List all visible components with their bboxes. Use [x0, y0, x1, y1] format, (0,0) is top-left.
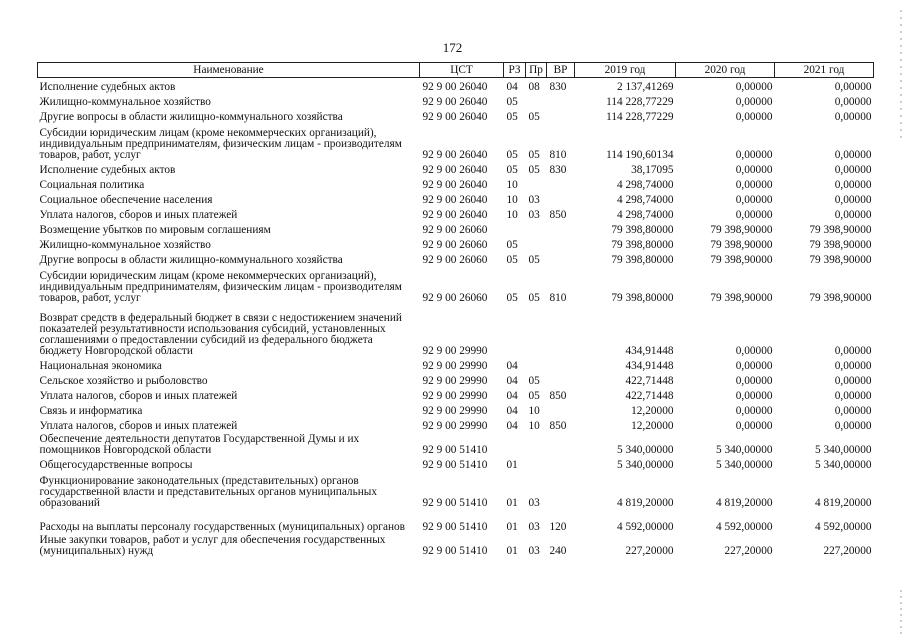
cell-rz: 04 [506, 81, 518, 93]
col-header-2020: 2020 год [676, 63, 775, 78]
cell-y2021: 79 398,90000 [809, 239, 872, 251]
cell-y2020: 0,00000 [735, 420, 773, 432]
cell-y2020: 0,00000 [735, 111, 773, 123]
cell-y2019: 79 398,80000 [611, 292, 674, 304]
cell-y2019: 4 298,74000 [617, 194, 674, 206]
cell-y2019: 38,17095 [631, 164, 674, 176]
cell-rz: 05 [506, 292, 518, 304]
cell-vr: 830 [549, 164, 567, 176]
cell-y2019: 422,71448 [625, 390, 674, 402]
cell-y2020: 0,00000 [735, 209, 773, 221]
cell-y2021: 0,00000 [834, 194, 872, 206]
cell-y2021: 0,00000 [834, 345, 872, 357]
cell-rz [504, 304, 526, 357]
cell-cst: 92 9 00 26060 [422, 254, 488, 266]
cell-y2020: 4 819,20000 [716, 497, 773, 509]
cell-y2020: 79 398,90000 [710, 254, 773, 266]
cell-y2019: 227,20000 [625, 545, 674, 557]
cell-pr: 05 [528, 254, 540, 266]
cell-y2019: 434,91448 [625, 345, 674, 357]
cell-cst: 92 9 00 51410 [422, 545, 488, 557]
cell-cst: 92 9 00 26040 [422, 164, 488, 176]
cell-name: Субсидии юридическим лицам (кроме некоммерческих организаций), индивидуальным предпринимателям, физическим лицам - производителям товаров, работ, услуг [39, 270, 402, 304]
cell-y2020: 0,00000 [735, 405, 773, 417]
cell-y2019: 5 340,00000 [617, 459, 674, 471]
cell-vr [547, 402, 575, 417]
cell-pr [526, 236, 547, 251]
table-row [38, 176, 874, 191]
cell-vr [547, 221, 575, 236]
cell-rz: 04 [506, 375, 518, 387]
cell-pr: 05 [528, 292, 540, 304]
cell-cst: 92 9 00 29990 [422, 375, 488, 387]
cell-rz: 01 [506, 521, 518, 533]
cell-vr: 850 [549, 209, 567, 221]
cell-rz: 05 [506, 111, 518, 123]
cell-cst: 92 9 00 26040 [422, 209, 488, 221]
cell-cst: 92 9 00 51410 [422, 459, 488, 471]
cell-cst: 92 9 00 51410 [422, 497, 488, 509]
cell-pr [526, 176, 547, 191]
cell-pr: 03 [528, 497, 540, 509]
cell-name: Уплата налогов, сборов и иных платежей [39, 420, 238, 432]
cell-y2019: 12,20000 [631, 405, 674, 417]
table-row [38, 251, 874, 266]
cell-pr [526, 432, 547, 456]
cell-pr: 10 [528, 405, 540, 417]
cell-y2020: 0,00000 [735, 149, 773, 161]
cell-y2021: 0,00000 [834, 111, 872, 123]
cell-vr: 810 [549, 292, 567, 304]
cell-name: Связь и информатика [39, 405, 143, 417]
cell-vr [547, 108, 575, 123]
cell-vr: 850 [549, 390, 567, 402]
cell-name: Субсидии юридическим лицам (кроме некоммерческих организаций), индивидуальным предпринимателям, физическим лицам - производителям товаров, работ, услуг [39, 127, 402, 161]
cell-rz: 10 [506, 194, 518, 206]
cell-vr: 850 [549, 420, 567, 432]
table-row [38, 456, 874, 471]
cell-y2019: 434,91448 [625, 360, 674, 372]
cell-y2020: 79 398,90000 [710, 239, 773, 251]
table-body [38, 78, 874, 558]
cell-vr: 810 [549, 149, 567, 161]
cell-rz: 05 [506, 254, 518, 266]
table-row [38, 509, 874, 533]
table-header-row [38, 63, 874, 78]
cell-rz: 04 [506, 360, 518, 372]
cell-name: Жилищно-коммунальное хозяйство [39, 239, 211, 251]
col-header-2021: 2021 год [775, 63, 874, 78]
table-row [38, 191, 874, 206]
cell-y2021: 5 340,00000 [815, 459, 872, 471]
cell-pr: 05 [528, 390, 540, 402]
cell-name: Национальная экономика [39, 360, 162, 372]
cell-pr [526, 304, 547, 357]
table-row [38, 471, 874, 509]
cell-vr: 120 [549, 521, 567, 533]
cell-cst: 92 9 00 26040 [422, 96, 488, 108]
cell-y2020: 0,00000 [735, 96, 773, 108]
cell-vr [547, 191, 575, 206]
cell-vr [547, 471, 575, 509]
cell-vr [547, 432, 575, 456]
cell-y2020: 5 340,00000 [716, 459, 773, 471]
cell-y2021: 0,00000 [834, 149, 872, 161]
cell-rz: 05 [506, 96, 518, 108]
cell-name: Общегосударственные вопросы [39, 459, 193, 471]
cell-pr: 03 [528, 209, 540, 221]
cell-cst: 92 9 00 26040 [422, 81, 488, 93]
cell-cst: 92 9 00 29990 [422, 360, 488, 372]
cell-pr: 05 [528, 164, 540, 176]
cell-cst: 92 9 00 26060 [422, 292, 488, 304]
cell-name: Возмещение убытков по мировым соглашениям [39, 224, 271, 236]
cell-cst: 92 9 00 26040 [422, 194, 488, 206]
cell-pr: 05 [528, 375, 540, 387]
cell-y2019: 114 228,77229 [606, 111, 674, 123]
cell-y2021: 0,00000 [834, 420, 872, 432]
cell-cst: 92 9 00 26060 [422, 239, 488, 251]
cell-y2021: 0,00000 [834, 360, 872, 372]
cell-name: Обеспечение деятельности депутатов Государственной Думы и их помощников Новгородской области [39, 433, 360, 456]
cell-cst: 92 9 00 26060 [422, 224, 488, 236]
cell-pr [526, 456, 547, 471]
cell-name: Сельское хозяйство и рыболовство [39, 375, 208, 387]
cell-name: Расходы на выплаты персоналу государственных (муниципальных) органов [39, 521, 405, 533]
cell-vr: 830 [549, 81, 567, 93]
cell-vr [547, 251, 575, 266]
cell-y2021: 0,00000 [834, 179, 872, 191]
cell-rz: 10 [506, 179, 518, 191]
cell-y2021: 79 398,90000 [809, 254, 872, 266]
cell-name: Иные закупки товаров, работ и услуг для обеспечения государственных (муниципальных) нужд [39, 534, 386, 557]
cell-y2019: 5 340,00000 [617, 444, 674, 456]
cell-pr: 05 [528, 111, 540, 123]
cell-cst: 92 9 00 29990 [422, 390, 488, 402]
table-row [38, 402, 874, 417]
cell-name: Социальная политика [39, 179, 145, 191]
cell-y2019: 12,20000 [631, 420, 674, 432]
cell-y2020: 0,00000 [735, 179, 773, 191]
col-header-rz: РЗ [504, 63, 526, 78]
budget-table [37, 62, 874, 557]
cell-y2021: 0,00000 [834, 96, 872, 108]
cell-rz: 04 [506, 390, 518, 402]
col-header-2019: 2019 год [575, 63, 676, 78]
cell-y2020: 5 340,00000 [716, 444, 773, 456]
cell-name: Другие вопросы в области жилищно-коммунального хозяйства [39, 111, 343, 123]
cell-y2019: 2 137,41269 [617, 81, 674, 93]
cell-y2021: 0,00000 [834, 405, 872, 417]
cell-vr [547, 456, 575, 471]
cell-y2021: 0,00000 [834, 390, 872, 402]
cell-y2020: 0,00000 [735, 360, 773, 372]
cell-rz: 04 [506, 420, 518, 432]
table-row [38, 161, 874, 176]
cell-name: Другие вопросы в области жилищно-коммунального хозяйства [39, 254, 343, 266]
cell-name: Исполнение судебных актов [39, 164, 176, 176]
cell-y2021: 0,00000 [834, 209, 872, 221]
table-row [38, 93, 874, 108]
cell-pr: 03 [528, 545, 540, 557]
cell-vr [547, 357, 575, 372]
cell-cst: 92 9 00 51410 [422, 521, 488, 533]
cell-vr [547, 236, 575, 251]
cell-rz: 04 [506, 405, 518, 417]
cell-y2020: 0,00000 [735, 345, 773, 357]
table-row [38, 417, 874, 432]
cell-cst: 92 9 00 26040 [422, 111, 488, 123]
col-header-cst: ЦСТ [420, 63, 504, 78]
cell-y2019: 79 398,80000 [611, 224, 674, 236]
cell-y2020: 0,00000 [735, 375, 773, 387]
table-row [38, 206, 874, 221]
col-header-pr: Пр [526, 63, 547, 78]
scan-edge-marks [899, 0, 903, 640]
cell-y2019: 4 592,00000 [617, 521, 674, 533]
cell-vr [547, 304, 575, 357]
col-header-vr: ВР [547, 63, 575, 78]
cell-y2021: 79 398,90000 [809, 224, 872, 236]
cell-y2021: 0,00000 [834, 81, 872, 93]
cell-y2019: 114 228,77229 [606, 96, 674, 108]
cell-y2020: 0,00000 [735, 164, 773, 176]
cell-rz: 05 [506, 239, 518, 251]
cell-pr: 08 [528, 81, 540, 93]
cell-name: Исполнение судебных актов [39, 81, 176, 93]
cell-pr [526, 93, 547, 108]
table-row [38, 432, 874, 456]
cell-y2021: 4 592,00000 [815, 521, 872, 533]
cell-rz [504, 221, 526, 236]
cell-y2021: 4 819,20000 [815, 497, 872, 509]
cell-y2019: 4 298,74000 [617, 179, 674, 191]
cell-vr [547, 176, 575, 191]
table-row [38, 387, 874, 402]
table-row [38, 304, 874, 357]
cell-y2021: 0,00000 [834, 164, 872, 176]
cell-y2020: 227,20000 [724, 545, 773, 557]
cell-y2020: 0,00000 [735, 81, 773, 93]
cell-name: Социальное обеспечение населения [39, 194, 213, 206]
table-row [38, 108, 874, 123]
cell-y2019: 4 298,74000 [617, 209, 674, 221]
cell-y2021: 0,00000 [834, 375, 872, 387]
cell-vr: 240 [549, 545, 567, 557]
table-row [38, 266, 874, 304]
cell-name: Уплата налогов, сборов и иных платежей [39, 209, 238, 221]
cell-y2020: 79 398,90000 [710, 224, 773, 236]
page-number: 172 [442, 40, 463, 55]
cell-y2021: 79 398,90000 [809, 292, 872, 304]
cell-rz: 10 [506, 209, 518, 221]
cell-name: Функционирование законодательных (представительных) органов государственной власти и представительных органов муниципальных образований [39, 475, 378, 509]
cell-rz: 01 [506, 545, 518, 557]
cell-y2021: 5 340,00000 [815, 444, 872, 456]
cell-pr [526, 221, 547, 236]
cell-y2019: 114 190,60134 [606, 149, 674, 161]
table-row [38, 533, 874, 557]
cell-cst: 92 9 00 51410 [422, 444, 488, 456]
cell-rz: 05 [506, 149, 518, 161]
cell-pr: 10 [528, 420, 540, 432]
cell-pr: 03 [528, 521, 540, 533]
cell-y2021: 227,20000 [823, 545, 872, 557]
table-row [38, 357, 874, 372]
cell-y2019: 4 819,20000 [617, 497, 674, 509]
cell-y2020: 0,00000 [735, 390, 773, 402]
cell-rz: 01 [506, 459, 518, 471]
cell-pr: 05 [528, 149, 540, 161]
col-header-name: Наименование [38, 63, 420, 78]
cell-cst: 92 9 00 26040 [422, 179, 488, 191]
cell-name: Уплата налогов, сборов и иных платежей [39, 390, 238, 402]
cell-pr [526, 357, 547, 372]
table-row [38, 221, 874, 236]
cell-cst: 92 9 00 29990 [422, 420, 488, 432]
cell-rz: 01 [506, 497, 518, 509]
cell-cst: 92 9 00 26040 [422, 149, 488, 161]
table-row [38, 372, 874, 387]
cell-rz [504, 432, 526, 456]
cell-cst: 92 9 00 29990 [422, 405, 488, 417]
table-row [38, 236, 874, 251]
cell-y2020: 79 398,90000 [710, 292, 773, 304]
cell-vr [547, 372, 575, 387]
cell-name: Возврат средств в федеральный бюджет в связи с недостижением значений показателей результативности использования субсидий, установленных соглашениями о предоставлении субсидий из федерального бюджета бюджету Новгородской области [39, 312, 402, 357]
cell-vr [547, 93, 575, 108]
cell-y2020: 4 592,00000 [716, 521, 773, 533]
cell-y2020: 0,00000 [735, 194, 773, 206]
cell-name: Жилищно-коммунальное хозяйство [39, 96, 211, 108]
cell-rz: 05 [506, 164, 518, 176]
cell-cst: 92 9 00 29990 [422, 345, 488, 357]
cell-y2019: 79 398,80000 [611, 254, 674, 266]
table-row [38, 123, 874, 161]
cell-y2019: 79 398,80000 [611, 239, 674, 251]
cell-pr: 03 [528, 194, 540, 206]
table-row [38, 78, 874, 94]
cell-y2019: 422,71448 [625, 375, 674, 387]
